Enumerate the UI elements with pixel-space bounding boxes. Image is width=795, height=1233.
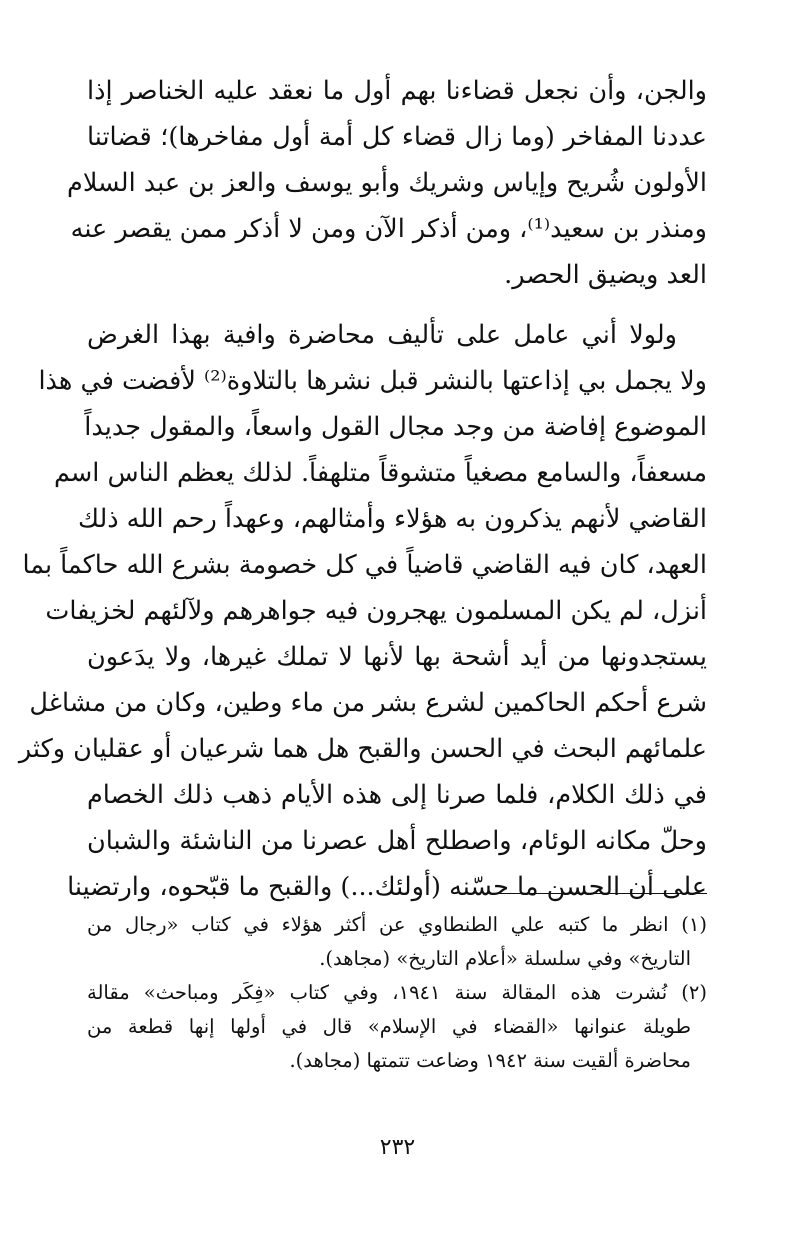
footnote-line: محاضرة ألقيت سنة ١٩٤٢ وضاعت تتمتها (مجاهد).: [289, 1049, 691, 1072]
text-line: في ذلك الكلام، فلما صرنا إلى هذه الأيام ذهب ذلك الخصام: [87, 780, 707, 810]
text-line: على أن الحسن ما حسّنه (أولئك...) والقبح ما قبّحوه، وارتضينا: [67, 872, 707, 902]
text-line: الموضوع إفاضة من وجد مجال القول واسعاً، والمقول جديداً: [84, 412, 707, 442]
paragraph-gap: [87, 298, 707, 312]
text-line: الأولون شُريح وإياس وشريك وأبو يوسف والعز بن عبد السلام: [67, 168, 707, 198]
main-text-body: [18, 68, 707, 910]
text-line: القاضي لأنهم يذكرون به هؤلاء وأمثالهم، وعهداً رحم الله ذلك: [77, 504, 707, 534]
footnote-1: [87, 908, 707, 976]
footnote-line: طويلة عنوانها «القضاء في الإسلام» قال في أولها إنها قطعة من: [87, 1015, 691, 1038]
text-line: وحلّ مكانه الوئام، واصطلح أهل عصرنا من الناشئة والشبان: [87, 826, 707, 856]
text-line: يستجدونها من أيد أشحة بها لأنها لا تملك غيرها، ولا يدَعون: [87, 642, 707, 672]
footnote-divider: [492, 893, 707, 894]
text-line: العهد، كان فيه القاضي قاضياً في كل خصومة بشرع الله حاكماً بما: [22, 550, 707, 580]
footnotes-section: [87, 908, 707, 1078]
page-number: ٢٣٢: [379, 1135, 416, 1160]
text-line: والجن، وأن نجعل قضاءنا بهم أول ما نعقد عليه الخناصر إذا: [87, 76, 707, 106]
text-line: شرع أحكم الحاكمين لشرع بشر من ماء وطين، وكان من مشاغل: [29, 688, 707, 718]
text-line: العد ويضيق الحصر.: [504, 260, 707, 290]
text-line: علمائهم البحث في الحسن والقبح هل هما شرعيان أو عقليان وكثر: [18, 734, 707, 764]
footnote-line: (٢) نُشرت هذه المقالة سنة ١٩٤١، وفي كتاب «فِكَر ومباحث» مقالة: [87, 981, 707, 1004]
footnote-line: (١) انظر ما كتبه علي الطنطاوي عن أكثر هؤلاء في كتاب «رجال من: [87, 913, 707, 936]
paragraph-1: [67, 68, 707, 298]
text-line: ولولا أني عامل على تأليف محاضرة وافية بهذا الغرض: [87, 320, 677, 350]
footnote-line: التاريخ» وفي سلسلة «أعلام التاريخ» (مجاهد).: [319, 947, 691, 970]
paragraph-2: [18, 312, 707, 910]
text-line: مسعفاً، والسامع مصغياً متشوقاً متلهفاً. لذلك يعظم الناس اسم: [53, 458, 707, 488]
text-line: ولا يجمل بي إذاعتها بالنشر قبل نشرها بالتلاوة⁽²⁾ لأفضت في هذا: [38, 366, 707, 396]
text-line: ومنذر بن سعيد⁽¹⁾، ومن أذكر الآن ومن لا أذكر ممن يقصر عنه: [70, 214, 707, 244]
text-line: عددنا المفاخر (وما زال قضاء كل أمة أول مفاخرها)؛ قضاتنا: [87, 122, 707, 152]
footnote-2: [87, 976, 707, 1078]
text-line: أنزل، لم يكن المسلمون يهجرون فيه جواهرهم ولآلئهم لخزيفات: [45, 596, 707, 626]
